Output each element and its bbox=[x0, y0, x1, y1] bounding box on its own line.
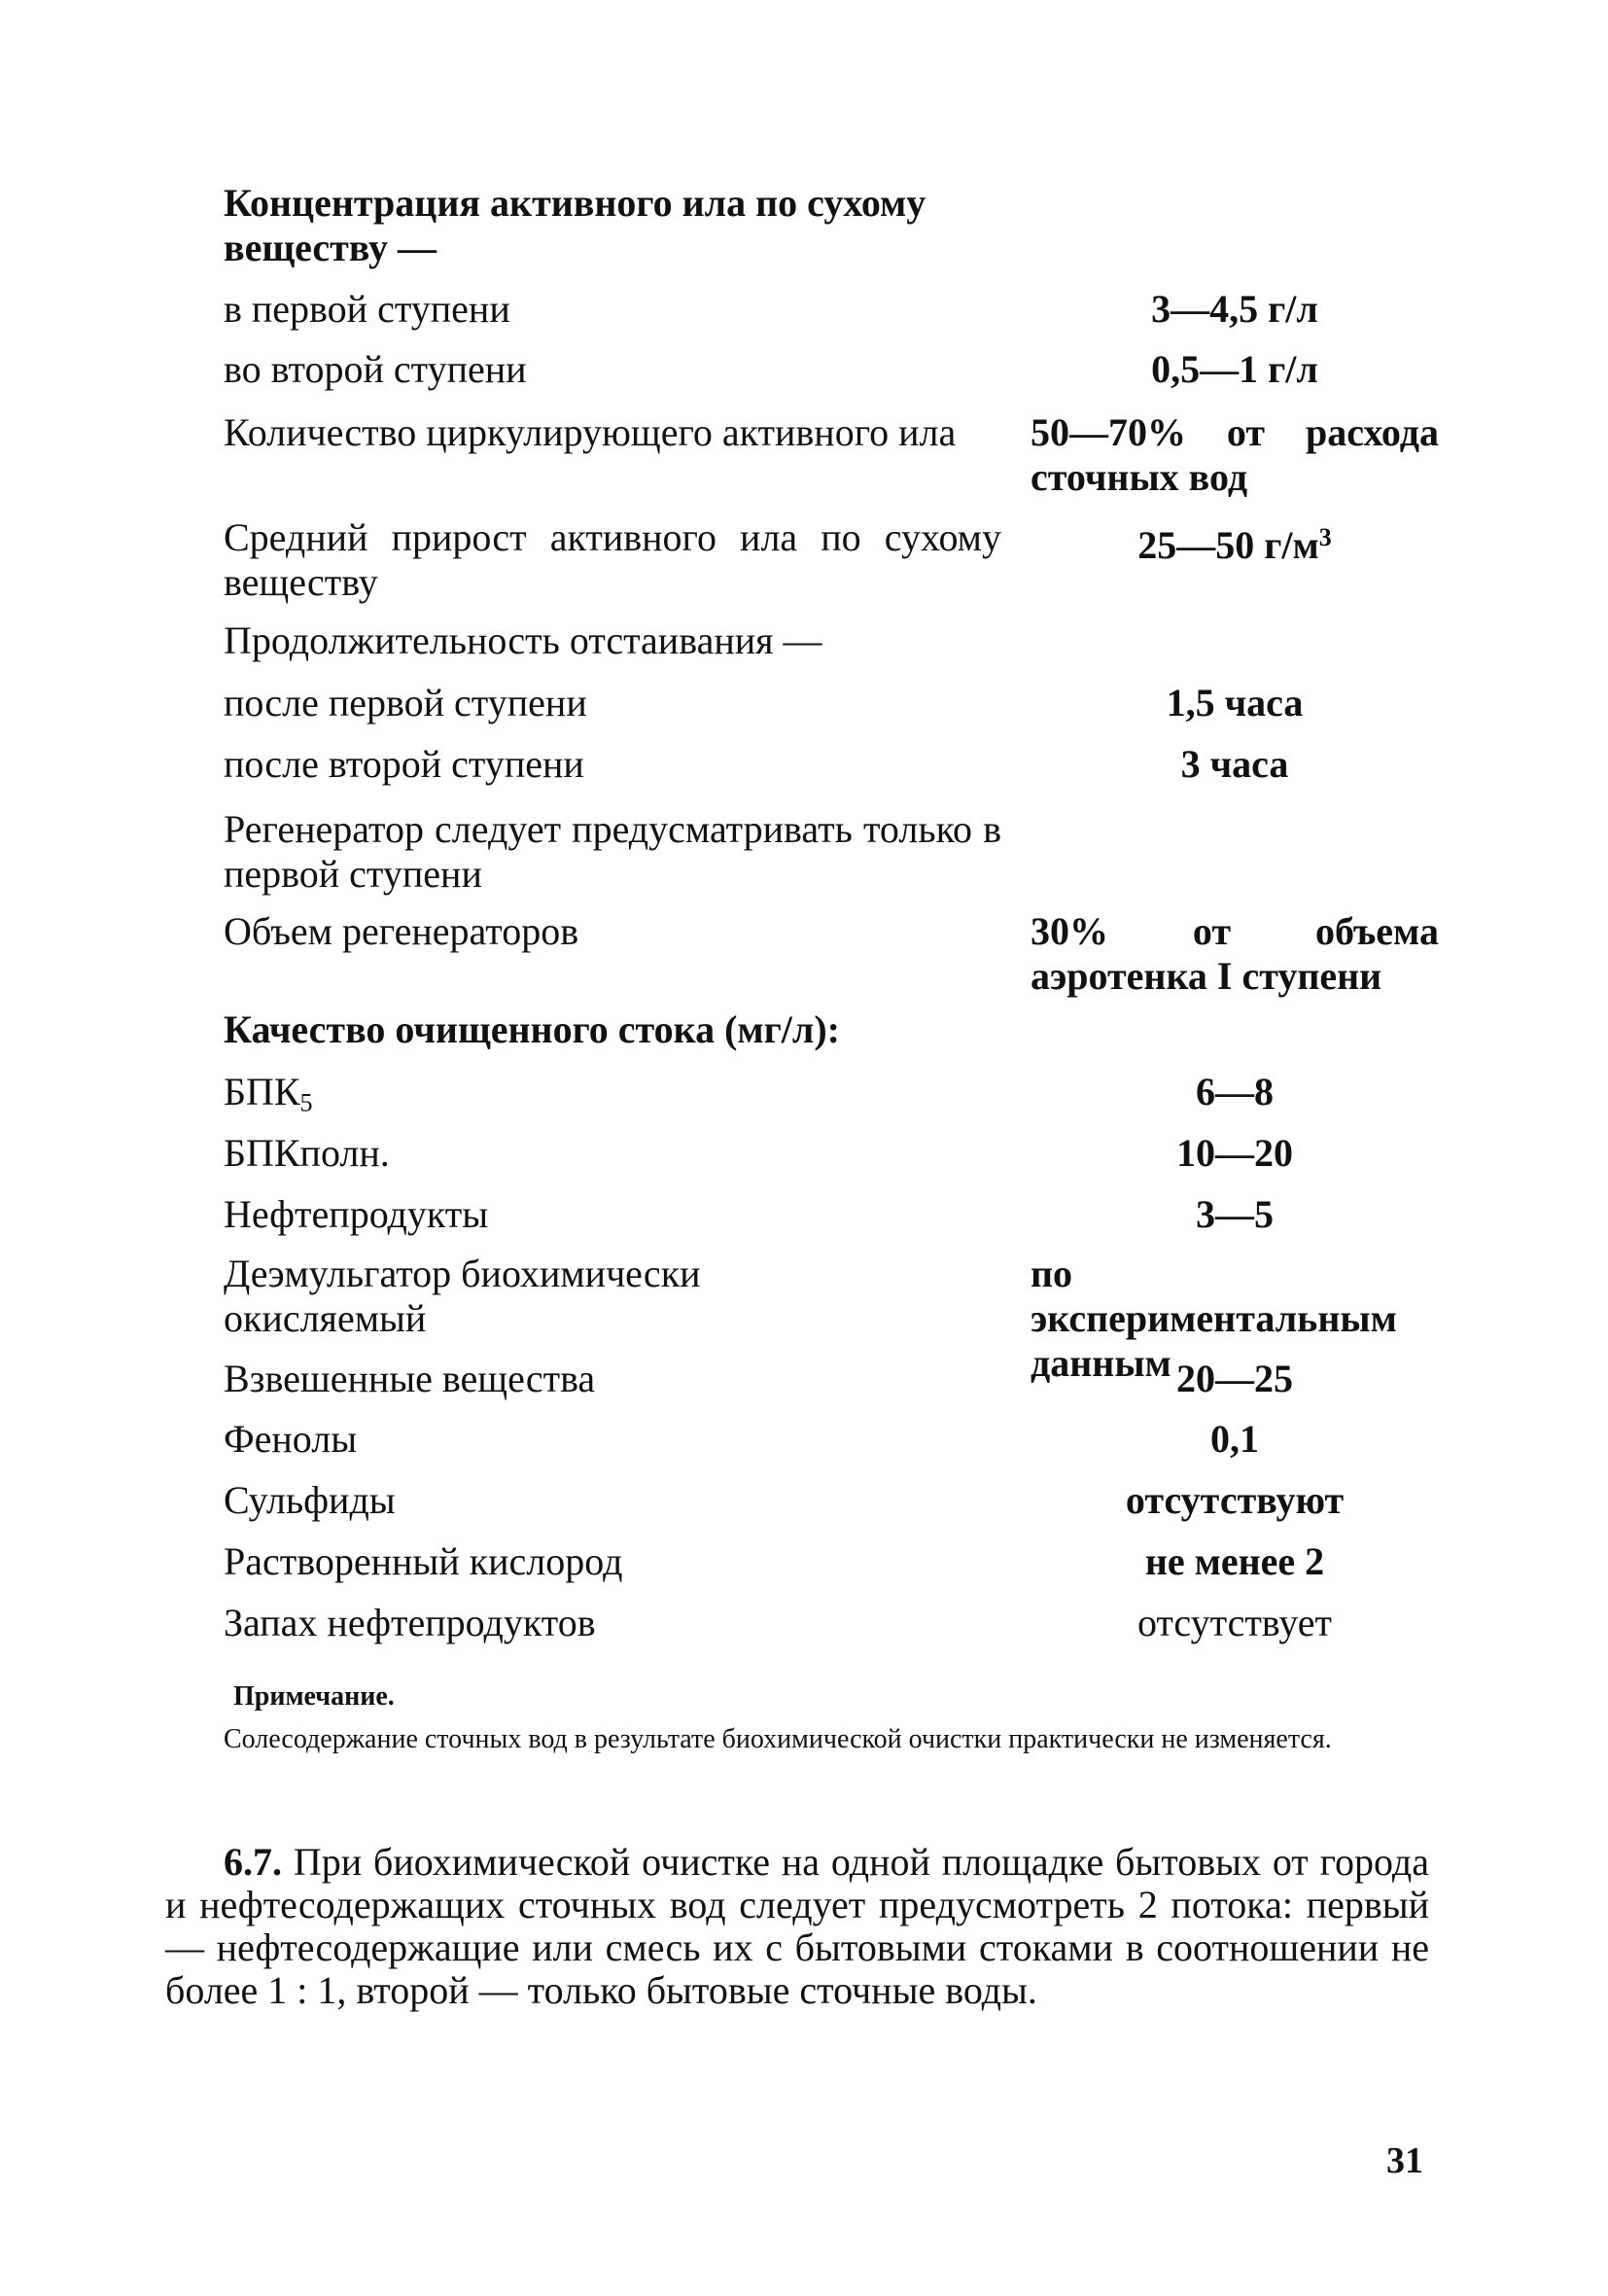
row-label: Деэмульгатор биохимически окисляемый bbox=[224, 1252, 701, 1340]
row-value: по экспериментальным данным bbox=[1031, 1252, 1397, 1385]
row-value: 3 часа bbox=[1180, 742, 1289, 786]
paragraph-number: 6.7. bbox=[224, 1840, 282, 1884]
row-label: после первой ступени bbox=[224, 681, 587, 724]
note-title: Примечание. bbox=[233, 1681, 395, 1712]
row-value: отсутствуют bbox=[1125, 1478, 1345, 1522]
sludge-growth-row bbox=[224, 515, 1439, 605]
row-value: отсутствует bbox=[1136, 1601, 1333, 1644]
quality-row-sulfides bbox=[224, 1478, 1439, 1523]
row-label: после второй ступени bbox=[224, 742, 584, 786]
row-label: Фенолы bbox=[224, 1417, 358, 1461]
superscript: 3 bbox=[1318, 523, 1332, 551]
row-value: 20—25 bbox=[1176, 1357, 1293, 1400]
quality-row-odor bbox=[224, 1601, 1439, 1645]
concentration-row-first-stage bbox=[224, 287, 1439, 332]
quality-row-oil bbox=[224, 1192, 1439, 1237]
row-value: 0,5—1 г/л bbox=[1151, 347, 1318, 391]
concentration-row-second-stage bbox=[224, 347, 1439, 392]
row-label bbox=[224, 1070, 1001, 1126]
row-value: 0,1 bbox=[1210, 1417, 1259, 1461]
settling-heading: Продолжительность отстаивания — bbox=[224, 618, 822, 662]
row-value: 6—8 bbox=[1196, 1070, 1274, 1113]
row-value bbox=[1031, 515, 1439, 568]
row-label: во второй ступени bbox=[224, 347, 527, 391]
page-number: 31 bbox=[1386, 2140, 1423, 2181]
row-label: Нефтепродукты bbox=[224, 1192, 489, 1236]
row-value: 10—20 bbox=[1176, 1131, 1293, 1175]
settling-row-first bbox=[224, 681, 1439, 725]
row-value: 50—70% от расхода сточных вод bbox=[1031, 410, 1439, 499]
quality-row-bod-full bbox=[224, 1131, 1439, 1176]
settling-row-second bbox=[224, 742, 1439, 787]
row-label: в первой ступени bbox=[224, 287, 510, 331]
row-label: Растворенный кислород bbox=[224, 1539, 623, 1583]
row-label: Запах нефтепродуктов bbox=[224, 1601, 596, 1644]
label-text: БПК bbox=[224, 1070, 300, 1113]
row-label: Количество циркулирующего активного ила bbox=[224, 410, 957, 454]
quality-row-phenols bbox=[224, 1417, 1439, 1462]
note-text: Солесодержание сточных вод в результате биохимической очистки практически не изменяется. bbox=[224, 1724, 1332, 1754]
row-value: 3—5 bbox=[1196, 1192, 1274, 1236]
quality-row-bod5 bbox=[224, 1070, 1439, 1126]
row-label: Средний прирост активного ила по сухому веществу bbox=[224, 515, 1001, 604]
row-value: не менее 2 bbox=[1144, 1539, 1325, 1583]
row-value: 1,5 часа bbox=[1166, 681, 1304, 724]
circulating-sludge-row bbox=[224, 410, 1439, 500]
paragraph-6-7 bbox=[165, 1841, 1429, 2012]
quality-heading: Качество очищенного стока (мг/л): bbox=[224, 1007, 841, 1051]
row-label: Сульфиды bbox=[224, 1478, 396, 1522]
row-value: 30% от объема аэротенка I ступени bbox=[1031, 909, 1439, 998]
quality-row-oxygen bbox=[224, 1539, 1439, 1584]
concentration-heading: Концентрация активного ила по сухому веществу — bbox=[224, 181, 926, 269]
quality-row-suspended bbox=[224, 1357, 1439, 1401]
regenerator-text: Регенератор следует предусматривать только в первой ступени bbox=[224, 807, 1001, 896]
value-text: 25—50 г/м bbox=[1137, 523, 1319, 567]
row-value: 3—4,5 г/л bbox=[1151, 287, 1318, 331]
row-label: Взвешенные вещества bbox=[224, 1357, 596, 1400]
regenerator-volume-row bbox=[224, 909, 1439, 999]
paragraph-text: При биохимической очистке на одной площадке бытовых от города и нефтесодержащих сточных вод следует предусмотреть 2 потока: первый — нефтесодержащие или смесь их с бытовыми стоками в соотношении не более 1 : 1, второй — только бытовые сточные воды. bbox=[165, 1840, 1429, 2012]
row-label: БПКполн. bbox=[224, 1131, 390, 1175]
row-label: Объем регенераторов bbox=[224, 909, 579, 953]
subscript: 5 bbox=[299, 1088, 313, 1117]
